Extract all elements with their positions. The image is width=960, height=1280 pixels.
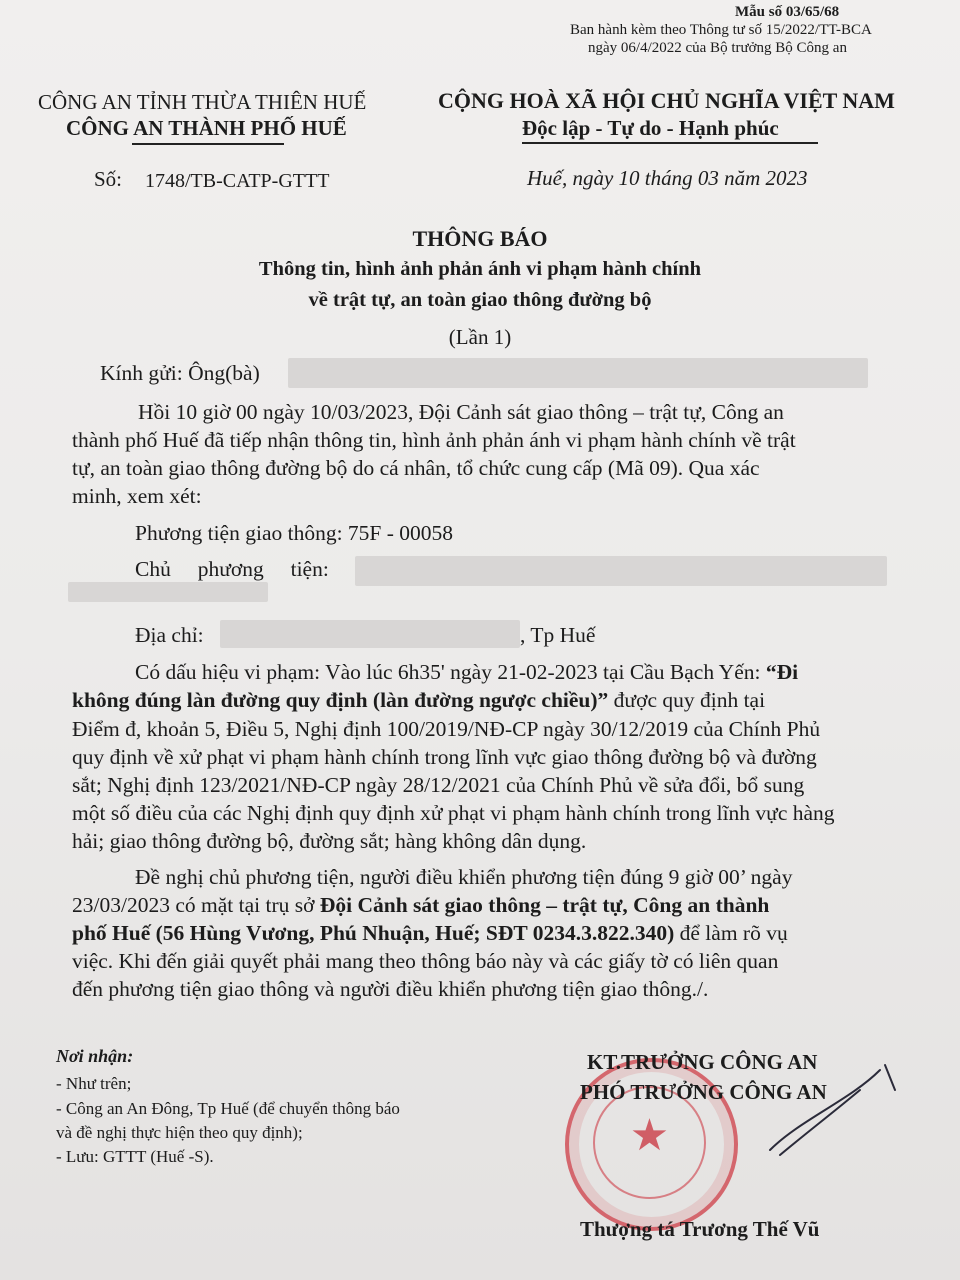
request-3b: để làm rõ vụ: [674, 921, 788, 945]
legal-line-3: sắt; Nghị định 123/2021/NĐ-CP ngày 28/12/2021 của Chính Phủ về sửa đổi, bổ sung: [72, 773, 805, 797]
request-line-5: đến phương tiện giao thông và người điều khiển phương tiện giao thông./.: [72, 977, 709, 1001]
violation-line-1: [135, 659, 798, 685]
legal-line-5: hải; giao thông đường bộ, đường sắt; hàng không dân dụng.: [72, 829, 587, 853]
recipient-3: và đề nghị thực hiện theo quy định);: [56, 1123, 303, 1142]
redacted-addressee: [288, 358, 868, 388]
violation-line-2: [72, 687, 765, 713]
sign-title-2: PHÓ TRƯỞNG CÔNG AN: [580, 1080, 827, 1104]
addressee-label: Kính gửi: Ông(bà): [100, 361, 260, 385]
doc-number-label: Số:: [94, 167, 123, 191]
recipient-4: - Lưu: GTTT (Huế -S).: [56, 1147, 214, 1166]
violation-intro: Có dấu hiệu vi phạm: Vào lúc 6h35' ngày 21-02-2023 tại Cầu Bạch Yến:: [135, 660, 766, 684]
national-motto: Độc lập - Tự do - Hạnh phúc: [522, 116, 779, 140]
address-city: , Tp Huế: [520, 623, 596, 647]
request-line-1: Đề nghị chủ phương tiện, người điều khiển phương tiện đúng 9 giờ 00’ ngày: [135, 865, 793, 889]
owner-label: Chủ phương tiện:: [135, 557, 329, 581]
agency-underline: [132, 143, 284, 145]
issued-line-2: ngày 06/4/2022 của Bộ trưởng Bộ Công an: [588, 40, 847, 56]
notice-iteration: (Lần 1): [448, 325, 512, 349]
doc-subtitle-2: về trật tự, an toàn giao thông đường bộ: [308, 289, 652, 311]
violation-rest: được quy định tại: [608, 688, 766, 712]
redacted-owner: [355, 556, 887, 586]
recipient-2: - Công an An Đông, Tp Huế (để chuyển thông báo: [56, 1099, 400, 1118]
country-name: CỘNG HOÀ XÃ HỘI CHỦ NGHĨA VIỆT NAM: [438, 88, 895, 113]
doc-number: 1748/TB-CATP-GTTT: [145, 170, 330, 192]
p1-line-2: thành phố Huế đã tiếp nhận thông tin, hình ảnh phản ánh vi phạm hành chính về trật: [72, 428, 796, 452]
form-number: Mẫu số 03/65/68: [735, 4, 840, 20]
p1-line-4: minh, xem xét:: [72, 484, 202, 508]
sign-title-1: KT.TRƯỞNG CÔNG AN: [587, 1050, 818, 1074]
redacted-address: [220, 620, 520, 648]
handwritten-signature: [680, 1060, 910, 1170]
redacted-owner-2: [68, 582, 268, 602]
place-date: Huế, ngày 10 tháng 03 năm 2023: [527, 166, 808, 190]
request-line-4: việc. Khi đến giải quyết phải mang theo thông báo này và các giấy tờ có liên quan: [72, 949, 779, 973]
violation-bold-a: “Đi: [765, 660, 799, 684]
star-icon: ★: [629, 1110, 670, 1161]
p1-line-1: Hồi 10 giờ 00 ngày 10/03/2023, Đội Cảnh sát giao thông – trật tự, Công an: [138, 400, 784, 424]
request-line-3: [72, 920, 788, 946]
violation-bold-b: không đúng làn đường quy định (làn đường ngược chiều)”: [72, 688, 609, 712]
request-3a: phố Huế (56 Hùng Vương, Phú Nhuận, Huế; SĐT 0234.3.822.340): [72, 921, 675, 945]
agency-parent: CÔNG AN TỈNH THỪA THIÊN HUẾ: [38, 90, 367, 114]
legal-line-4: một số điều của các Nghị định quy định xử phạt vi phạm hành chính trong lĩnh vực hàng: [72, 801, 835, 825]
recipients-label: Nơi nhận:: [56, 1046, 134, 1066]
signer-name: Thượng tá Trương Thế Vũ: [580, 1217, 820, 1241]
vehicle-plate: Phương tiện giao thông: 75F - 00058: [135, 521, 454, 545]
issued-line-1: Ban hành kèm theo Thông tư số 15/2022/TT-BCA: [570, 22, 872, 38]
address-label: Địa chỉ:: [135, 623, 204, 647]
request-2a: 23/03/2023 có mặt tại trụ sở: [72, 893, 320, 917]
legal-line-1: Điểm đ, khoản 5, Điều 5, Nghị định 100/2019/NĐ-CP ngày 30/12/2019 của Chính Phủ: [72, 717, 821, 741]
motto-underline: [522, 142, 818, 144]
request-line-2: [72, 892, 769, 918]
p1-line-3: tự, an toàn giao thông đường bộ do cá nhân, tổ chức cung cấp (Mã 09). Qua xác: [72, 456, 760, 480]
doc-title: THÔNG BÁO: [412, 226, 548, 251]
recipient-1: - Như trên;: [56, 1074, 132, 1093]
legal-line-2: quy định về xử phạt vi phạm hành chính trong lĩnh vực giao thông đường bộ và đường: [72, 745, 817, 769]
doc-subtitle-1: Thông tin, hình ảnh phản ánh vi phạm hành chính: [258, 258, 702, 280]
agency-name: CÔNG AN THÀNH PHỐ HUẾ: [66, 116, 347, 140]
request-2b: Đội Cảnh sát giao thông – trật tự, Công an thành: [319, 893, 770, 917]
